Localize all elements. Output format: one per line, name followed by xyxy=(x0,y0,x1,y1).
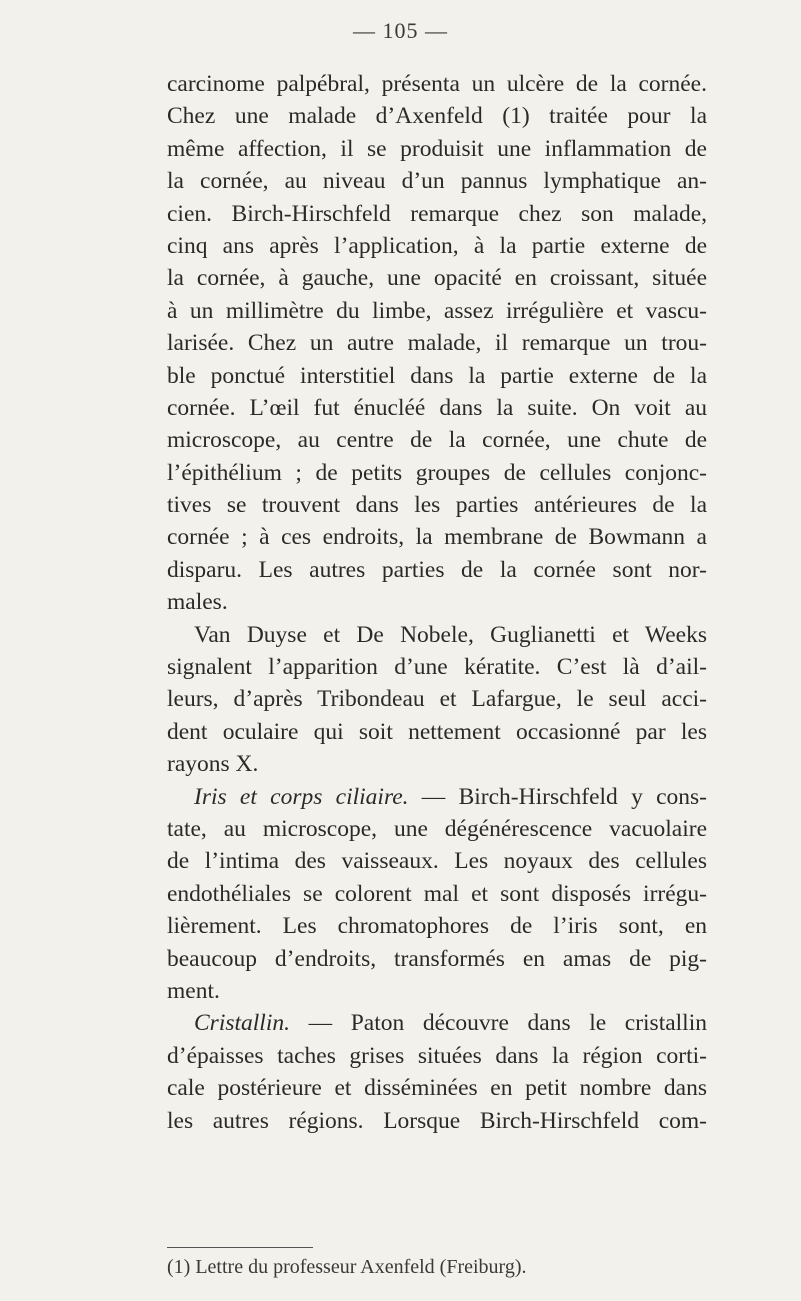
footnote-divider xyxy=(167,1247,313,1248)
page-number: — 105 — xyxy=(353,18,448,43)
text-line xyxy=(167,1072,707,1104)
section-heading: Iris et corps ciliaire. xyxy=(194,783,409,810)
line-text: tives se trouvent dans les parties antérieures de la xyxy=(167,492,707,519)
text-line xyxy=(167,165,707,197)
text-line xyxy=(167,781,707,813)
line-text: signalent l’apparition d’une kératite. C’est là d’ail- xyxy=(167,654,707,681)
text-line xyxy=(167,910,707,942)
text-line xyxy=(167,1007,707,1039)
text-line xyxy=(167,68,707,100)
line-text: beaucoup d’endroits, transformés en amas de pig- xyxy=(167,945,707,972)
line-text: les autres régions. Lorsque Birch-Hirschfeld com- xyxy=(167,1107,707,1134)
line-text: cornée. L’œil fut énucléé dans la suite. On voit au xyxy=(167,394,707,421)
line-text: leurs, d’après Tribondeau et Lafargue, le seul acci- xyxy=(167,686,707,713)
line-text: la cornée, au niveau d’un pannus lymphatique an- xyxy=(167,168,707,195)
text-line xyxy=(167,489,707,521)
text-line xyxy=(167,521,707,553)
text-line xyxy=(167,133,707,165)
text-line xyxy=(167,619,707,651)
line-text: larisée. Chez un autre malade, il remarque un trou- xyxy=(167,330,707,357)
text-line xyxy=(167,457,707,489)
text-line xyxy=(167,424,707,456)
line-text: lièrement. Les chromatophores de l’iris sont, en xyxy=(167,913,707,940)
section-heading: Cristallin. xyxy=(194,1010,290,1037)
text-line xyxy=(167,845,707,877)
line-text: males. xyxy=(167,589,228,616)
line-text: carcinome palpébral, présenta un ulcère de la cornée. xyxy=(167,71,707,97)
line-text: tate, au microscope, une dégénérescence vacuolaire xyxy=(167,815,707,842)
text-line xyxy=(167,586,707,618)
line-text: microscope, au centre de la cornée, une chute de xyxy=(167,427,707,454)
text-line xyxy=(167,813,707,845)
text-line xyxy=(167,100,707,132)
text-line xyxy=(167,360,707,392)
line-text: Chez une malade d’Axenfeld (1) traitée pour la xyxy=(167,103,707,130)
text-line xyxy=(167,748,707,780)
text-line xyxy=(167,1105,707,1137)
line-text: rayons X. xyxy=(167,751,259,778)
line-text: la cornée, à gauche, une opacité en croissant, située xyxy=(167,265,707,292)
line-text: même affection, il se produisit une inflammation de xyxy=(167,135,707,162)
line-text: ble ponctué interstitiel dans la partie externe de la xyxy=(167,362,707,389)
line-text: disparu. Les autres parties de la cornée sont nor- xyxy=(167,556,707,583)
line-text: à un millimètre du limbe, assez irrégulière et vascu- xyxy=(167,297,707,324)
text-line xyxy=(167,975,707,1007)
footnote: (1) Lettre du professeur Axenfeld (Freiburg). xyxy=(167,1256,527,1278)
line-text: l’épithélium ; de petits groupes de cellules conjonc- xyxy=(167,459,707,486)
line-text: cien. Birch-Hirschfeld remarque chez son malade, xyxy=(167,200,707,227)
text-line xyxy=(167,716,707,748)
line-text: dent oculaire qui soit nettement occasionné par les xyxy=(167,718,707,745)
text-line xyxy=(167,683,707,715)
text-line xyxy=(167,651,707,683)
line-text: d’épaisses taches grises situées dans la région corti- xyxy=(167,1042,707,1069)
text-line xyxy=(167,878,707,910)
line-text: ment. xyxy=(167,977,220,1004)
text-line xyxy=(167,1040,707,1072)
text-line xyxy=(167,198,707,230)
line-text: cornée ; à ces endroits, la membrane de Bowmann a xyxy=(167,524,707,551)
line-text: — Birch-Hirschfeld y cons- xyxy=(408,783,708,810)
line-text: Van Duyse et De Nobele, Guglianetti et Weeks xyxy=(194,621,707,648)
line-text: — Paton découvre dans le cristallin xyxy=(290,1010,707,1037)
text-line xyxy=(167,392,707,424)
text-line xyxy=(167,230,707,262)
line-text: cale postérieure et disséminées en petit nombre dans xyxy=(167,1075,707,1102)
text-line xyxy=(167,554,707,586)
line-text: cinq ans après l’application, à la partie externe de xyxy=(167,232,707,259)
line-text: de l’intima des vaisseaux. Les noyaux des cellules xyxy=(167,848,707,875)
main-text xyxy=(167,68,707,1137)
text-line xyxy=(167,943,707,975)
text-line xyxy=(167,327,707,359)
text-line xyxy=(167,295,707,327)
text-line xyxy=(167,262,707,294)
line-text: endothéliales se colorent mal et sont disposés irrégu- xyxy=(167,880,707,907)
